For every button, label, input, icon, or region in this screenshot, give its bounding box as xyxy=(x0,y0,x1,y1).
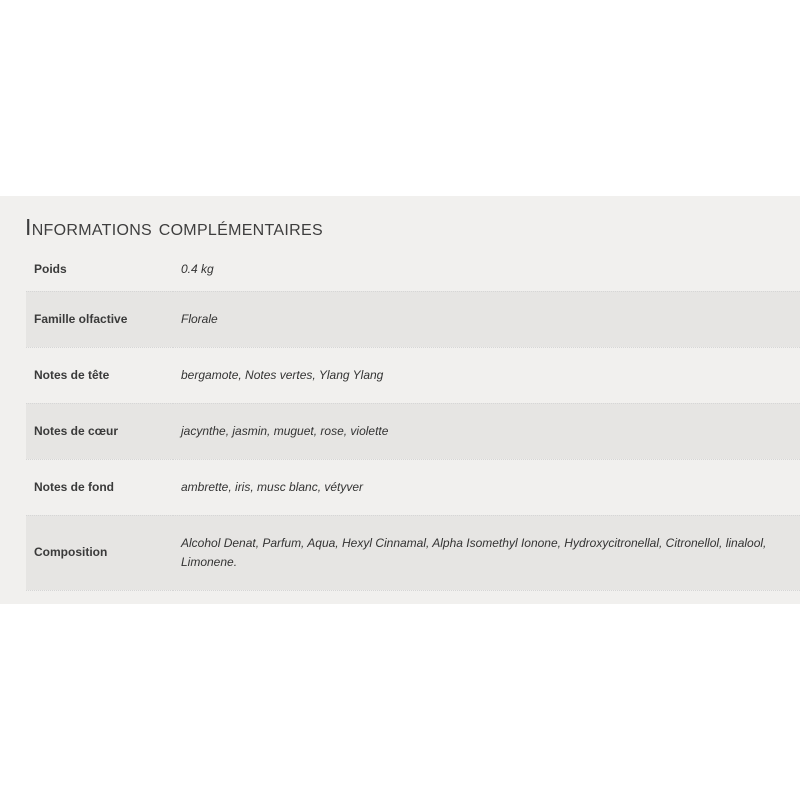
row-label: Famille olfactive xyxy=(26,291,173,347)
additional-info-section xyxy=(0,196,800,604)
table-row-heart-notes xyxy=(26,403,800,459)
row-label: Composition xyxy=(26,515,173,590)
row-label: Poids xyxy=(26,248,173,291)
table-row-olfactory-family xyxy=(26,291,800,347)
section-title: Informations complémentaires xyxy=(25,214,323,240)
row-value: jacynthe, jasmin, muguet, rose, violette xyxy=(173,403,800,459)
row-label: Notes de cœur xyxy=(26,403,173,459)
row-value: Alcohol Denat, Parfum, Aqua, Hexyl Cinnamal, Alpha Isomethyl Ionone, Hydroxycitronellal, Citronellol, linalool, Limonene. xyxy=(173,515,800,590)
row-label: Notes de tête xyxy=(26,347,173,403)
row-value: 0.4 kg xyxy=(173,248,800,291)
row-value: Florale xyxy=(173,291,800,347)
table-row-weight xyxy=(26,248,800,291)
table-row-base-notes xyxy=(26,459,800,515)
row-value: ambrette, iris, musc blanc, vétyver xyxy=(173,459,800,515)
table-row-top-notes xyxy=(26,347,800,403)
table-row-composition xyxy=(26,515,800,590)
row-label: Notes de fond xyxy=(26,459,173,515)
row-value: bergamote, Notes vertes, Ylang Ylang xyxy=(173,347,800,403)
product-specs-table xyxy=(26,248,800,591)
